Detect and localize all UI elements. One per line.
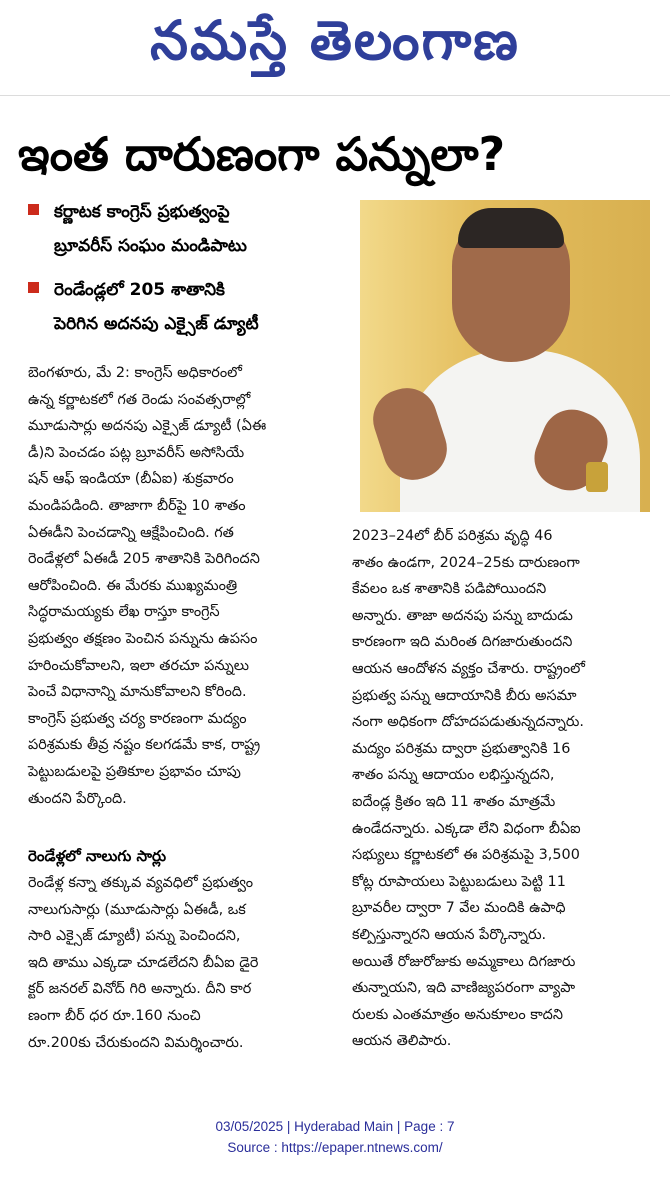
- bullet-line: పెరిగిన అదనపు ఎక్సైజ్ డ్యూటీ: [54, 314, 259, 334]
- highlight-bullet: [28, 273, 358, 341]
- article-paragraph: రెండేళ్ల కన్నా తక్కువ వ్యవధిలో ప్రభుత్వం నాలుగుసార్లు (మూడుసార్లు ఏఈడీ, ఒక సారి ఎక్సైజ్ డ్యూటీ) పన్ను పెంచిందని, ఇది తాము ఎక్కడా చూడలేదని బీఏఐ డైరె క్టర్ జనరల్ వినోద్ గిరి అన్నారు. దీని కార ణంగా బీర్ ధర రూ.160 నుంచి రూ.200కు చేరుకుందని విమర్శించారు.: [28, 875, 259, 1051]
- bullet-line: బ్రూవరీస్ సంఘం మండిపాటు: [54, 236, 247, 256]
- article-headline: ఇంత దారుణంగా పన్నులా?: [18, 127, 506, 181]
- source-link[interactable]: Source : https://epaper.ntnews.com/: [227, 1140, 443, 1155]
- bullet-line: రెండేండ్లలో 205 శాతానికి: [54, 280, 225, 300]
- masthead-logo: నమస్తే తెలంగాణ: [150, 9, 520, 72]
- article-paragraph: 2023–24లో బీర్ పరిశ్రమ వృద్ధి 46 శాతం ఉండగా, 2024–25కు దారుణంగా కేవలం ఒక శాతానికి పడిపోయిందని అన్నారు. తాజా అదనపు పన్ను బాదుడు కారణంగా ఇది మరింత దిగజారుతుందని ఆయన ఆందోళన వ్యక్తం చేశారు. రాష్ట్రంలో ప్రభుత్వ పన్ను ఆదాయానికి బీరు అసమా నంగా అధికంగా దోహదపడుతున్నదన్నారు. మద్యం పరిశ్రమ ద్వారా ప్రభుత్వానికి 16 శాతం పన్ను ఆదాయం లభిస్తున్నదని, ఐదేండ్ల క్రితం ఇది 11 శాతం మాత్రమే ఉండేదన్నారు. ఎక్కడా లేని విధంగా బీఏఐ సభ్యులు కర్ణాటకలో ఈ పరిశ్రమపై 3,500 కోట్ల రూపాయలు పెట్టుబడులు పెట్టి 11 బ్రూవరీల ద్వారా 7 వేల మందికి ఉపాధి కల్పిస్తున్నారని ఆయన పేర్కొన్నారు. అయితే రోజురోజుకు అమ్మకాలు దిగజారు తున్నాయని, ఇది వాణిజ్యపరంగా వ్యాపా రులకు ఎంతమాత్రం అనుకూలం కాదని ఆయన తెలిపారు.: [352, 528, 585, 1050]
- article-column-left: [28, 360, 352, 1056]
- bullet-square-icon: [28, 282, 39, 293]
- source-footer: [0, 1116, 670, 1158]
- bullet-line: కర్ణాటక కాంగ్రెస్ ప్రభుత్వంపై: [54, 202, 230, 222]
- highlight-bullets: [28, 195, 358, 351]
- article-paragraph: బెంగళూరు, మే 2: కాంగ్రెస్ అధికారంలో ఉన్న కర్ణాటకలో గత రెండు సంవత్సరాల్లో మూడుసార్లు అదనపు ఎక్సైజ్ డ్యూటీ (ఏఈ డీ)ని పెంచడం పట్ల బ్రూవరీస్ అసోసియే షన్ ఆఫ్ ఇండియా (బీఏఐ) శుక్రవారం మండిపడింది. తాజాగా బీర్‌పై 10 శాతం ఏఈడీని పెంచడాన్ని ఆక్షేపించింది. గత రెండేళ్లలో ఏఈడీ 205 శాతానికి పెరిగిందని ఆరోపించింది. ఈ మేరకు ముఖ్యమంత్రి సిద్ధరామయ్యకు లేఖ రాస్తూ కాంగ్రెస్ ప్రభుత్వం తక్షణం పెంచిన పన్నును ఉపసం హరించుకోవాలని, ఇలా తరచూ పన్నులు పెంచే విధానాన్ని మానుకోవాలని కోరింది. కాంగ్రెస్ ప్రభుత్వ చర్య కారణంగా మద్యం పరిశ్రమకు తీవ్ర నష్టం కలగడమే కాక, రాష్ట్ర పెట్టుబడులపై ప్రతికూల ప్రభావం చూపు తుందని పేర్కొంది.: [28, 365, 267, 807]
- bullet-square-icon: [28, 204, 39, 215]
- article-column-right: [352, 523, 652, 1055]
- edition-info: 03/05/2025 | Hyderabad Main | Page : 7: [215, 1119, 455, 1134]
- article-photo: [360, 200, 650, 512]
- highlight-bullet: [28, 195, 358, 263]
- article-subheading: రెండేళ్లలో నాలుగు సార్లు: [28, 847, 167, 866]
- masthead: [0, 0, 670, 96]
